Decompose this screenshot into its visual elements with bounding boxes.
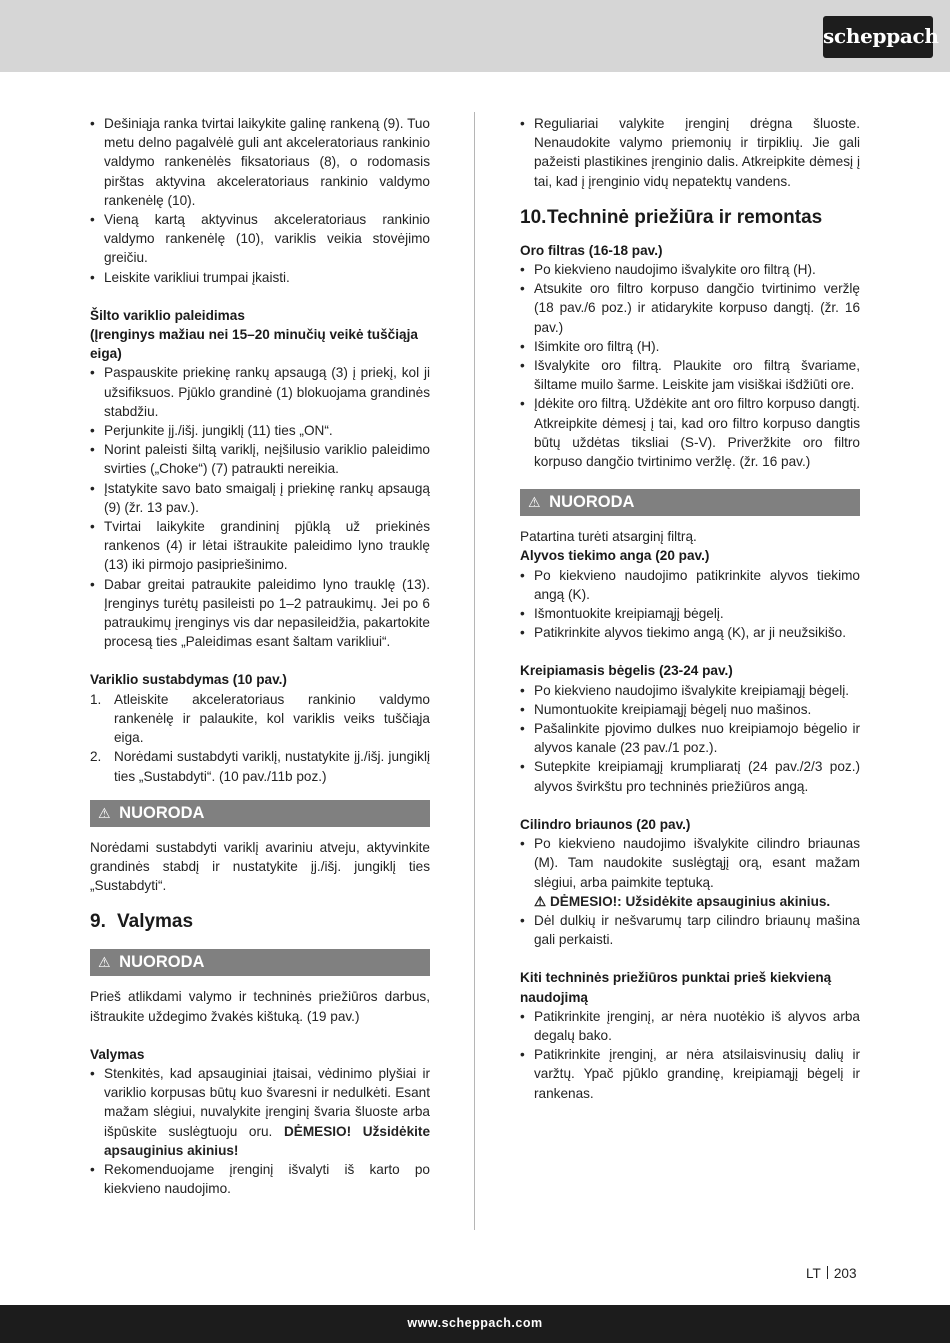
list-item: • Numontuokite kreipiamąjį bėgelį nuo mašinos.	[520, 700, 860, 719]
engine-stop-list	[90, 690, 430, 786]
notice-text: Patartina turėti atsarginį filtrą.	[520, 529, 697, 545]
header-band	[0, 0, 950, 72]
list-item: • Patikrinkite alyvos tiekimo angą (K), ar ji neužsikišo.	[520, 623, 860, 642]
language-code: LT	[806, 1266, 821, 1281]
oil-inlet-heading: Alyvos tiekimo anga (20 pav.)	[520, 548, 710, 564]
cleaning-list	[90, 1064, 430, 1198]
list-text: Stenkitės, kad apsauginiai įtaisai, vėdinimo plyšiai ir variklio korpusas būtų kuo švaresni ir nedulkėti. Esant mažam slėgiui, nuvalykite įrenginį švaria šluoste arba išpūskite suslėgtuoju oru.	[104, 1065, 430, 1139]
list-item: • Paspauskite priekinę rankų apsaugą (3) į priekį, kol ji užsifiksuos. Pjūklo grandinė (1) blokuojama grandinės stabdžiu.	[90, 363, 430, 421]
list-item: • Perjunkite įj./išj. jungiklį (11) ties „ON“.	[90, 421, 430, 440]
list-item: • Patikrinkite įrenginį, ar nėra nuotėkio iš alyvos arba degalų bako.	[520, 1007, 860, 1045]
list-item: • Tvirtai laikykite grandininį pjūklą už priekinės rankenos (4) ir lėtai ištraukite paleidimo lyno trauklę (13) iki pirmojo pasipriešinimo.	[90, 517, 430, 575]
section-title: Valymas	[117, 911, 194, 933]
warning-icon: ⚠	[98, 955, 111, 972]
section-number: 9.	[90, 911, 106, 933]
guide-bar-heading: Kreipiamasis bėgelis (23-24 pav.)	[520, 663, 733, 679]
list-item: • Dėl dulkių ir nešvarumų tarp cilindro briaunų mašina gali perkaisti.	[520, 911, 860, 949]
list-item: • Rekomenduojame įrenginį išvalyti iš karto po kiekvieno naudojimo.	[90, 1160, 430, 1198]
list-item: • Sutepkite kreipiamąjį krumpliaratį (24 pav./2/3 poz.) alyvos švirkštu pro techninės priežiūros angą.	[520, 757, 860, 795]
list-item: • Išmontuokite kreipiamąjį bėgelį.	[520, 604, 860, 623]
list-item: • Įdėkite oro filtrą. Uždėkite ant oro filtro korpuso dangtį. Atkreipkite dėmesį į tai, kad oro filtro korpuso dangtis būtų uždėtas tiksliai (S-V). Priveržkite oro filtro korpuso dangčio tvirtinimo veržlę. (žr. 16 pav.)	[520, 394, 860, 471]
notice-label: NUORODA	[119, 803, 205, 822]
other-maintenance-list	[520, 1007, 860, 1103]
notice-banner	[520, 489, 860, 516]
list-item: • Reguliariai valykite įrenginį drėgna šluoste. Nenaudokite valymo priemonių ir tirpiklių. Jie gali pažeisti plastikines įrenginio dalis. Atkreipkite dėmesį į tai, kad į įrenginio vidų nepatektų vandens.	[520, 114, 860, 191]
engine-stop-heading: Variklio sustabdymas (10 pav.)	[90, 672, 287, 688]
list-number: 2.	[90, 749, 102, 765]
page-number	[806, 1266, 857, 1281]
other-maintenance-heading: Kiti techninės priežiūros punktai prieš kiekvieną naudojimą	[520, 970, 832, 1005]
section-heading	[90, 909, 430, 935]
list-item: • Leiskite varikliui trumpai įkaisti.	[90, 268, 430, 287]
warning-icon: ⚠	[528, 495, 541, 512]
list-item	[90, 1064, 430, 1160]
section-title: Techninė priežiūra ir remontas	[547, 206, 823, 228]
footer-band	[0, 1305, 950, 1343]
list-item: • Išvalykite oro filtrą. Plaukite oro filtrą švariame, šiltame muilo šarme. Leiskite jam visiškai išdžiūti ore.	[520, 356, 860, 394]
list-item: • Atsukite oro filtro korpuso dangčio tvirtinimo veržlę (18 pav./6 poz.) ir atidarykite korpuso dangtį. (žr. 16 pav.)	[520, 279, 860, 337]
list-item: • Po kiekvieno naudojimo patikrinkite alyvos tiekimo angą (K).	[520, 566, 860, 604]
list-item	[520, 834, 860, 911]
website-link[interactable]: www.scheppach.com	[407, 1316, 543, 1330]
air-filter-list	[520, 260, 860, 471]
section-heading	[520, 205, 860, 231]
notice-label: NUORODA	[119, 953, 205, 972]
warning-text: ⚠ DĖMESIO!: Užsidėkite apsauginius akinius.	[534, 893, 831, 909]
list-item: • Patikrinkite įrenginį, ar nėra atsilaisvinusių dalių ir varžtų. Ypač pjūklo grandinę, kreipiamąjį bėgelį ir rankenas.	[520, 1045, 860, 1103]
page-number-value: 203	[833, 1266, 857, 1281]
cylinder-fins-list	[520, 834, 860, 949]
notice-banner	[90, 949, 430, 976]
list-item: • Pašalinkite pjovimo dulkes nuo kreipiamojo bėgelio ir alyvos kanale (23 pav./1 poz.).	[520, 719, 860, 757]
list-number: 1.	[90, 691, 102, 707]
list-item: • Vieną kartą aktyvinus akceleratoriaus rankinio valdymo rankenėlę (10), variklis veikia stovėjimo greičiu.	[90, 210, 430, 268]
air-filter-heading: Oro filtras (16-18 pav.)	[520, 242, 663, 258]
brand-logo-text: scheppach	[823, 24, 939, 48]
notice-text: Prieš atlikdami valymo ir techninės priežiūros darbus, ištraukite uždegimo žvakės kištuką. (19 pav.)	[90, 989, 430, 1024]
warm-start-list	[90, 363, 430, 651]
list-text: Po kiekvieno naudojimo išvalykite cilindro briaunas (M). Tam naudokite suslėgtąjį orą, esant mažam slėgiui, arba paimkite teptuką.	[534, 836, 860, 890]
list-item: • Po kiekvieno naudojimo išvalykite oro filtrą (H).	[520, 260, 860, 279]
list-item: • Dabar greitai patraukite paleidimo lyno trauklę (13). Įrenginys turėtų pasileisti po 1–2 patraukimų. Jei po 6 patraukimų įrenginys vis dar nepasileidžia, pakartokite procesą ties „Paleidimas esant šaltam varikliui“.	[90, 575, 430, 652]
list-item: • Įstatykite savo bato smaigalį į priekinę rankų apsaugą (9) (žr. 13 pav.).	[90, 479, 430, 517]
warning-icon: ⚠	[98, 805, 111, 822]
brand-logo	[823, 16, 939, 58]
list-item	[90, 747, 430, 785]
list-text: Atleiskite akceleratoriaus rankinio valdymo rankenėlę ir palaukite, kol variklis veiks tuščiąja eiga.	[114, 691, 430, 746]
intro-list	[90, 114, 430, 287]
list-item: • Dešiniąja ranka tvirtai laikykite galinę rankeną (9). Tuo metu delno pagalvėlė guli ant akceleratoriaus rankinio valdymo rankenėlės fiksatoriaus (8), o rodomasis pirštas aktyvina akceleratoriaus rankinio valdymo rankenėlę (10).	[90, 114, 430, 210]
separator	[827, 1266, 828, 1279]
list-item: • Norint paleisti šiltą variklį, neįšilusio variklio paleidimo svirties („Choke“) (7) patraukti nereikia.	[90, 440, 430, 478]
notice-text: Norėdami sustabdyti variklį avariniu atveju, aktyvinkite grandinės stabdį ir nustatykite įj./išj. jungiklį ties „Sustabdyti“.	[90, 839, 430, 894]
column-divider	[474, 112, 475, 1230]
list-item	[90, 690, 430, 748]
warm-start-heading: Šilto variklio paleidimas	[90, 307, 245, 323]
left-column	[90, 114, 430, 1198]
warning-text: DĖMESIO! Užsidėkite apsauginius akinius!	[104, 1123, 431, 1158]
notice-label: NUORODA	[549, 493, 635, 512]
cleaning-heading: Valymas	[90, 1046, 145, 1062]
list-item: • Išimkite oro filtrą (H).	[520, 337, 860, 356]
oil-inlet-list	[520, 566, 860, 643]
notice-banner	[90, 800, 430, 827]
section-number: 10.	[520, 206, 547, 228]
list-text: Norėdami sustabdyti variklį, nustatykite įj./išj. jungiklį ties „Sustabdyti“. (10 pav./11b poz.)	[114, 749, 430, 784]
cleaning-list-continued	[520, 114, 860, 191]
cylinder-fins-heading: Cilindro briaunos (20 pav.)	[520, 816, 691, 832]
right-column	[520, 114, 860, 1103]
guide-bar-list	[520, 681, 860, 796]
warm-start-subheading: (Įrenginys mažiau nei 15–20 minučių veikė tuščiąja eiga)	[90, 327, 418, 362]
list-item: • Po kiekvieno naudojimo išvalykite kreipiamąjį bėgelį.	[520, 681, 860, 700]
